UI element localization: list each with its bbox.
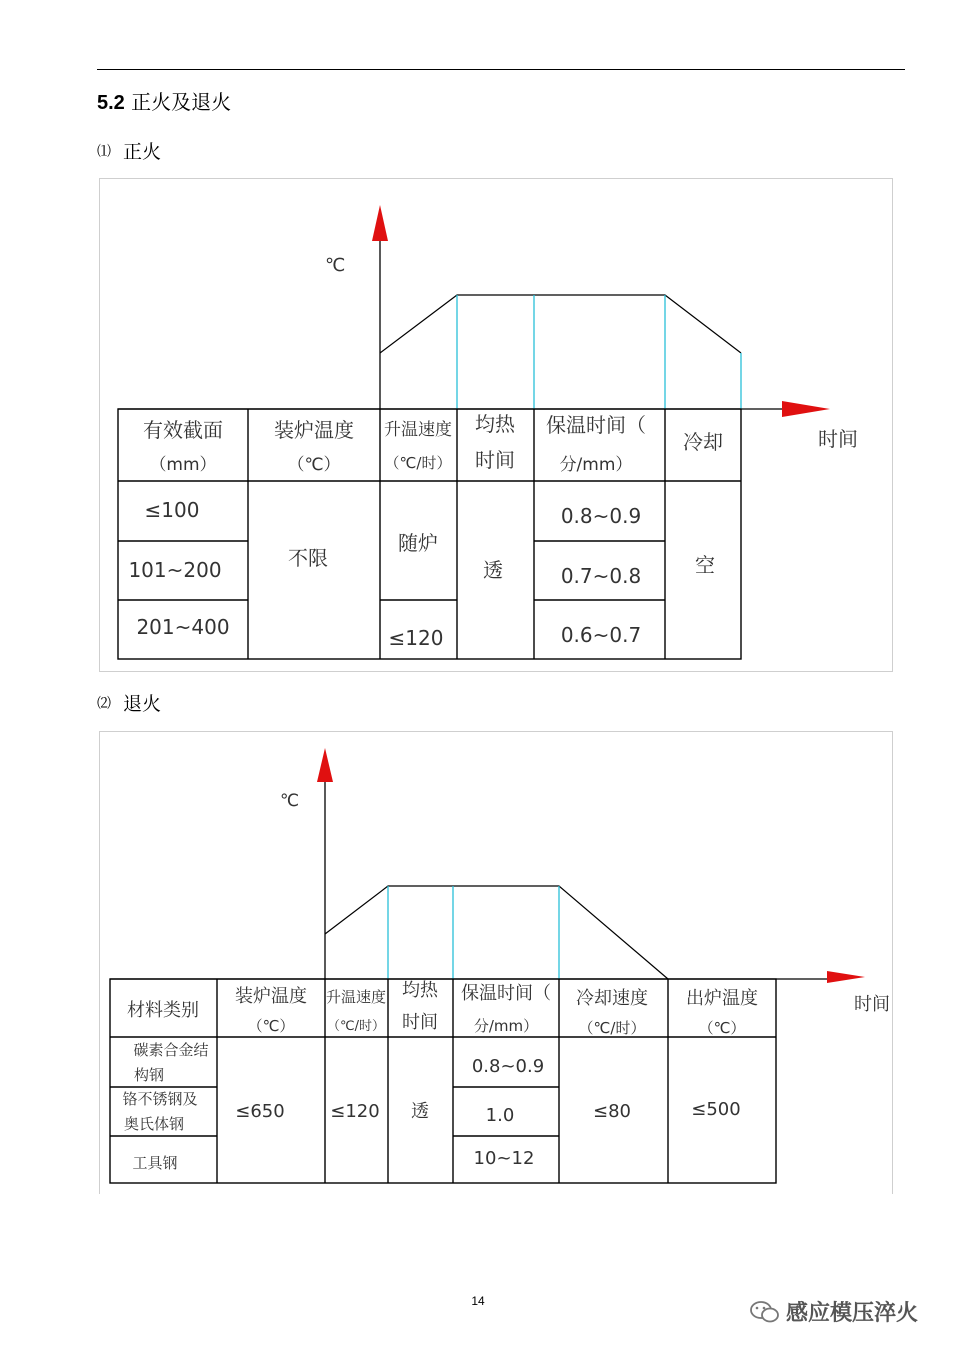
normalizing-diagram: [100, 179, 892, 671]
header-cell: 装炉温度: [274, 418, 354, 442]
section-heading: [97, 86, 231, 115]
header-cell: 装炉温度: [235, 986, 307, 1007]
hold-time-cell: 1.0: [485, 1105, 515, 1126]
header-cell: 材料类别: [127, 1000, 199, 1021]
watermark: [750, 1296, 918, 1327]
header-cell: 均热: [402, 980, 438, 1001]
material-cell: 构钢: [133, 1066, 165, 1084]
header-cell: 时间: [475, 448, 515, 472]
y-arrow-icon: [372, 205, 388, 241]
cool-rate-cell: ≤80: [593, 1101, 631, 1122]
normalizing-figure: [99, 178, 893, 672]
header-rule: [97, 69, 905, 70]
header-cell: 冷却速度: [576, 988, 648, 1009]
y-unit-label: ℃: [280, 791, 300, 811]
section-number: 5.2: [97, 92, 125, 114]
subheading-title: 正火: [123, 141, 162, 163]
subheading-title: 退火: [123, 693, 162, 715]
material-cell: 工具钢: [132, 1154, 178, 1172]
section-title: 正火及退火: [131, 90, 232, 114]
process-curve: [380, 295, 741, 353]
subheading-number: ⑴: [97, 144, 111, 160]
header-cell: （℃）: [247, 1017, 295, 1035]
header-cell: （mm）: [149, 455, 217, 475]
header-cell: 分/mm）: [473, 1017, 539, 1035]
wechat-icon: [750, 1300, 780, 1324]
header-cell: 时间: [402, 1012, 438, 1033]
furnace-temp-cell: 不限: [288, 546, 328, 570]
watermark-text: 感应模压淬火: [786, 1301, 919, 1326]
soak-cell: 透: [411, 1101, 429, 1122]
cooling-cell: 空: [695, 553, 715, 577]
subheading-annealing: [97, 689, 161, 716]
header-cell: 保温时间（: [546, 413, 646, 437]
x-arrow-icon: [782, 401, 830, 417]
header-cell: 升温速度: [325, 988, 387, 1006]
material-cell: 碳素合金结: [133, 1041, 209, 1059]
material-cell: 铬不锈钢及: [122, 1090, 198, 1108]
soak-cell: 透: [483, 558, 503, 582]
x-arrow-icon: [827, 971, 865, 983]
page-number: 14: [471, 1294, 485, 1308]
section-size-cell: 101~200: [128, 558, 222, 582]
header-cell: 均热: [475, 412, 515, 436]
heat-rate-cell: 随炉: [398, 531, 438, 555]
process-curve: [325, 886, 668, 979]
material-cell: 奥氏体钢: [123, 1115, 185, 1133]
header-cell: 冷却: [683, 430, 723, 454]
header-cell: （℃）: [287, 455, 341, 475]
heat-rate-cell: ≤120: [330, 1101, 380, 1122]
annealing-diagram: [100, 732, 892, 1194]
hold-time-cell: 10~12: [473, 1148, 535, 1169]
x-axis-label: 时间: [854, 994, 890, 1015]
header-cell: （℃/时）: [578, 1019, 646, 1037]
y-arrow-icon: [317, 748, 333, 782]
x-axis-label: 时间: [818, 427, 858, 451]
process-table: [110, 979, 776, 1183]
header-cell: 分/mm）: [559, 455, 633, 475]
header-cell: 升温速度: [384, 420, 452, 440]
hold-time-cell: 0.7~0.8: [560, 564, 642, 588]
hold-time-cell: 0.8~0.9: [560, 504, 642, 528]
exit-temp-cell: ≤500: [691, 1099, 741, 1120]
header-cell: 保温时间（: [461, 983, 551, 1004]
header-cell: （℃/时）: [384, 454, 452, 472]
header-cell: （℃/时）: [327, 1019, 385, 1034]
header-cell: 有效截面: [143, 418, 223, 442]
y-unit-label: ℃: [325, 255, 346, 276]
section-size-cell: ≤100: [144, 498, 200, 522]
subheading-normalizing: [97, 137, 161, 164]
header-cell: （℃）: [698, 1019, 746, 1037]
annealing-figure: [99, 731, 893, 1194]
section-size-cell: 201~400: [136, 615, 230, 639]
header-cell: 出炉温度: [686, 988, 758, 1009]
hold-time-cell: 0.8~0.9: [471, 1056, 545, 1077]
furnace-temp-cell: ≤650: [235, 1101, 285, 1122]
hold-time-cell: 0.6~0.7: [560, 623, 642, 647]
heat-rate-cell: ≤120: [388, 626, 444, 650]
subheading-number: ⑵: [97, 696, 111, 712]
